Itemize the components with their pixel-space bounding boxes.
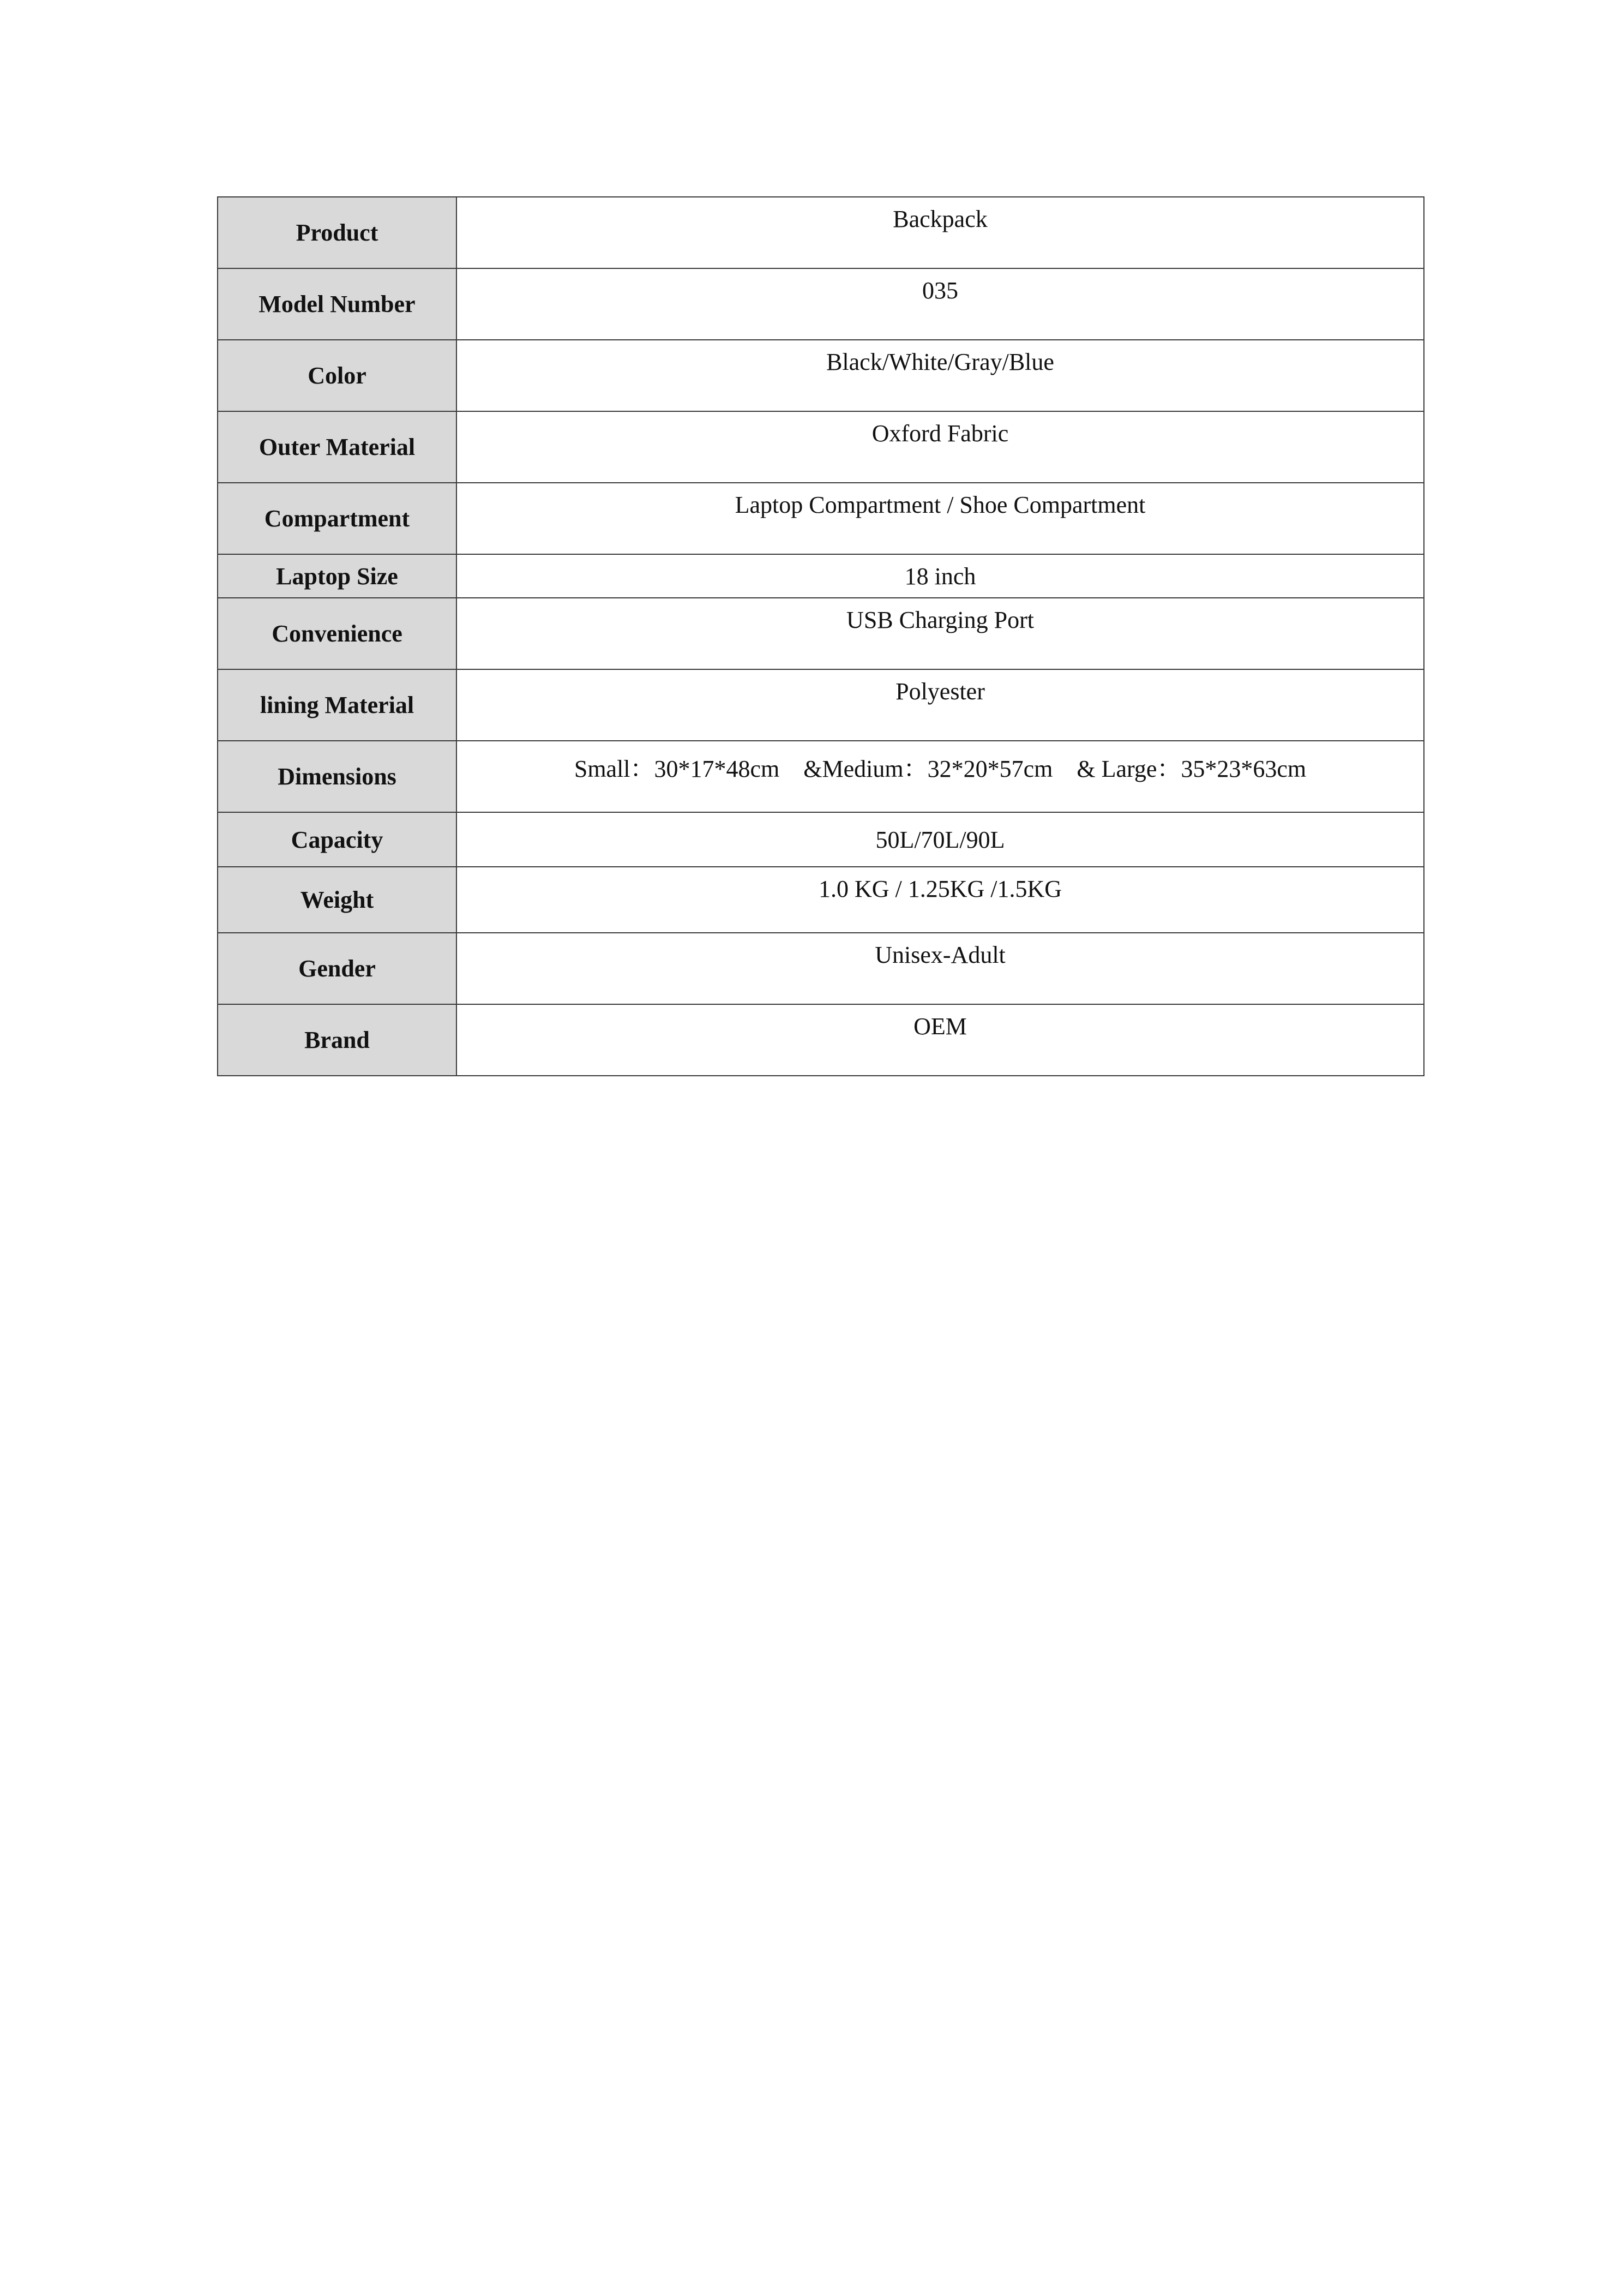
value-gender: Unisex-Adult [456, 933, 1424, 1004]
table-row-weight [218, 867, 1424, 933]
label-compartment: Compartment [218, 483, 456, 554]
value-model-number: 035 [456, 268, 1424, 340]
table-row-brand [218, 1004, 1424, 1076]
table-row-lining-material [218, 669, 1424, 741]
value-outer-material: Oxford Fabric [456, 411, 1424, 483]
value-product: Backpack [456, 197, 1424, 268]
label-product: Product [218, 197, 456, 268]
table-row-color [218, 340, 1424, 411]
value-capacity: 50L/70L/90L [456, 812, 1424, 867]
table-row-laptop-size [218, 554, 1424, 598]
label-outer-material: Outer Material [218, 411, 456, 483]
table-row-compartment [218, 483, 1424, 554]
label-weight: Weight [218, 867, 456, 933]
value-laptop-size: 18 inch [456, 554, 1424, 598]
product-spec-table [217, 196, 1424, 1076]
value-weight: 1.0 KG / 1.25KG /1.5KG [456, 867, 1424, 933]
label-gender: Gender [218, 933, 456, 1004]
label-laptop-size: Laptop Size [218, 554, 456, 598]
label-convenience: Convenience [218, 598, 456, 669]
value-compartment: Laptop Compartment / Shoe Compartment [456, 483, 1424, 554]
label-capacity: Capacity [218, 812, 456, 867]
value-brand: OEM [456, 1004, 1424, 1076]
table-row-dimensions [218, 741, 1424, 812]
label-model-number: Model Number [218, 268, 456, 340]
value-convenience: USB Charging Port [456, 598, 1424, 669]
label-dimensions: Dimensions [218, 741, 456, 812]
value-dimensions: Small：30*17*48cm &Medium：32*20*57cm & Large：35*23*63cm [456, 741, 1424, 812]
table-row-convenience [218, 598, 1424, 669]
label-lining-material: lining Material [218, 669, 456, 741]
value-color: Black/White/Gray/Blue [456, 340, 1424, 411]
label-brand: Brand [218, 1004, 456, 1076]
table-row-gender [218, 933, 1424, 1004]
table-row-product [218, 197, 1424, 268]
table-row-model-number [218, 268, 1424, 340]
table-row-capacity [218, 812, 1424, 867]
value-lining-material: Polyester [456, 669, 1424, 741]
label-color: Color [218, 340, 456, 411]
table-row-outer-material [218, 411, 1424, 483]
